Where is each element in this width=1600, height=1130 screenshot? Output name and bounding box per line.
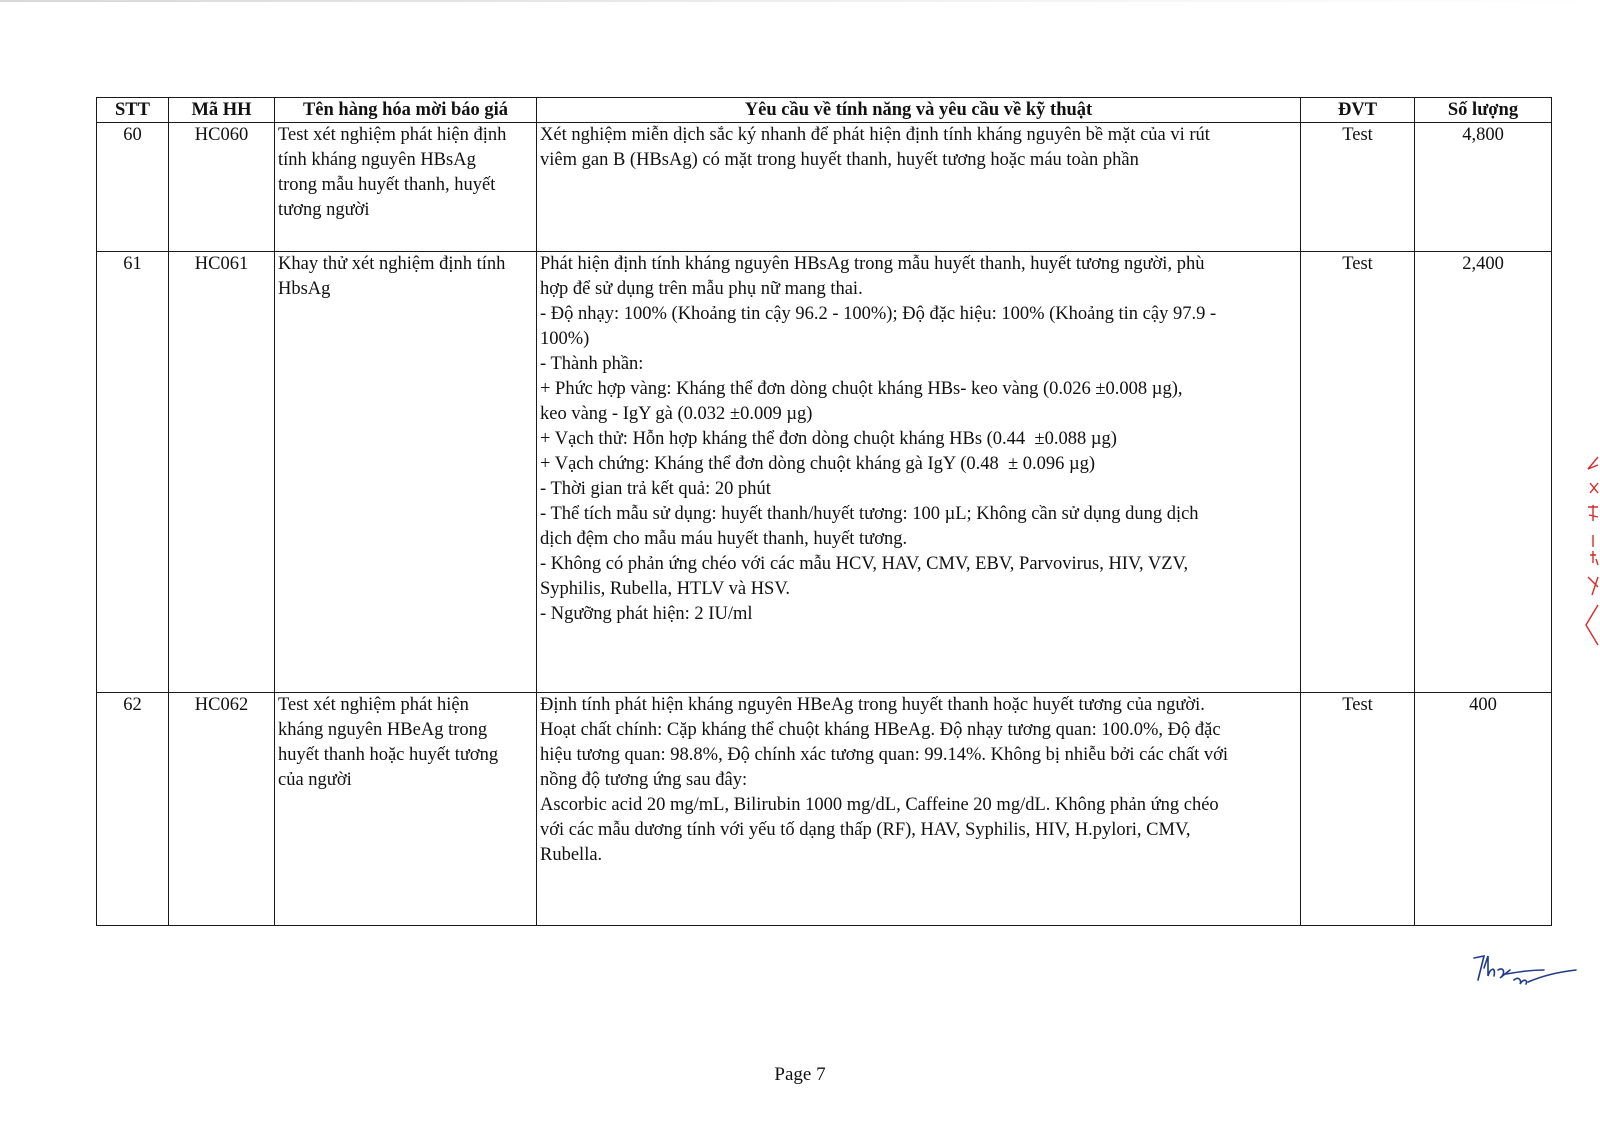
requirement-line: hợp để sử dụng trên mẫu phụ nữ mang thai. bbox=[540, 279, 863, 299]
requirement-line: + Vạch thử: Hỗn hợp kháng thể đơn dòng chuột kháng HBs (0.44 ±0.088 µg) bbox=[540, 429, 1117, 449]
name-line: huyết thanh hoặc huyết tương bbox=[278, 745, 499, 765]
requirement-line: Hoạt chất chính: Cặp kháng thể chuột kháng HBeAg. Độ nhạy tương quan: 100.0%, Độ đặc bbox=[540, 720, 1221, 740]
table-row bbox=[97, 123, 1552, 252]
requirement-line: keo vàng - IgY gà (0.032 ±0.009 µg) bbox=[540, 404, 813, 424]
name-line: tương người bbox=[278, 200, 370, 220]
cell-code: HC060 bbox=[169, 123, 275, 252]
cell-unit: Test bbox=[1301, 693, 1415, 926]
requirement-line: - Thời gian trả kết quả: 20 phút bbox=[540, 479, 771, 499]
requirement-line: - Độ nhạy: 100% (Khoảng tin cậy 96.2 - 100%); Độ đặc hiệu: 100% (Khoảng tin cậy 97.9 - bbox=[540, 304, 1217, 324]
cell-code: HC062 bbox=[169, 693, 275, 926]
name-line: Khay thử xét nghiệm định tính bbox=[278, 254, 506, 274]
cell-name bbox=[275, 123, 537, 252]
requirement-line: với các mẫu dương tính với yếu tố dạng thấp (RF), HAV, Syphilis, HIV, H.pylori, CMV, bbox=[540, 820, 1191, 840]
requirement-line: - Thể tích mẫu sử dụng: huyết thanh/huyết tương: 100 µL; Không cần sử dụng dung dịch bbox=[540, 504, 1199, 524]
requirement-line: nồng độ tương ứng sau đây: bbox=[540, 770, 748, 790]
cell-stt: 61 bbox=[97, 252, 169, 693]
cell-requirements bbox=[537, 693, 1301, 926]
cell-quantity: 4,800 bbox=[1415, 123, 1552, 252]
requirement-line: + Phức hợp vàng: Kháng thể đơn dòng chuột kháng HBs- keo vàng (0.026 ±0.008 µg), bbox=[540, 379, 1183, 399]
requirement-line: Syphilis, Rubella, HTLV và HSV. bbox=[540, 579, 790, 599]
requirement-line: - Ngưỡng phát hiện: 2 IU/ml bbox=[540, 604, 753, 624]
requirement-line: 100%) bbox=[540, 329, 590, 349]
header-requirements: Yêu cầu về tính năng và yêu cầu về kỹ thuật bbox=[537, 98, 1301, 123]
cell-name bbox=[275, 693, 537, 926]
requirement-line: viêm gan B (HBsAg) có mặt trong huyết thanh, huyết tương hoặc máu toàn phần bbox=[540, 150, 1139, 170]
cell-quantity: 2,400 bbox=[1415, 252, 1552, 693]
requirement-line: hiệu tương quan: 98.8%, Độ chính xác tương quan: 99.14%. Không bị nhiễu bởi các chất với bbox=[540, 745, 1229, 765]
requirement-line: Phát hiện định tính kháng nguyên HBsAg trong mẫu huyết thanh, huyết tương người, phù bbox=[540, 254, 1205, 274]
requirement-line: dịch đệm cho mẫu máu huyết thanh, huyết tương. bbox=[540, 529, 908, 549]
name-line: Test xét nghiệm phát hiện định bbox=[278, 125, 507, 145]
header-code: Mã HH bbox=[169, 98, 275, 123]
cell-code: HC061 bbox=[169, 252, 275, 693]
requirement-line: Rubella. bbox=[540, 845, 603, 865]
name-line: của người bbox=[278, 770, 352, 790]
cell-requirements bbox=[537, 252, 1301, 693]
name-line: tính kháng nguyên HBsAg bbox=[278, 150, 476, 170]
requirement-line: + Vạch chứng: Kháng thể đơn dòng chuột kháng gà IgY (0.48 ± 0.096 µg) bbox=[540, 454, 1096, 474]
requirement-line: - Thành phần: bbox=[540, 354, 644, 374]
page-top-edge bbox=[0, 0, 1600, 2]
header-quantity: Số lượng bbox=[1415, 98, 1552, 123]
cell-name bbox=[275, 252, 537, 693]
cell-unit: Test bbox=[1301, 123, 1415, 252]
signature bbox=[1470, 950, 1580, 1000]
name-line: kháng nguyên HBeAg trong bbox=[278, 720, 488, 740]
cell-stt: 60 bbox=[97, 123, 169, 252]
table-header-row bbox=[97, 98, 1552, 123]
table-row bbox=[97, 693, 1552, 926]
header-unit: ĐVT bbox=[1301, 98, 1415, 123]
page-number: Page 7 bbox=[774, 1064, 826, 1085]
name-line: HbsAg bbox=[278, 279, 331, 299]
requirement-line: Ascorbic acid 20 mg/mL, Bilirubin 1000 mg/dL, Caffeine 20 mg/dL. Không phản ứng chéo bbox=[540, 795, 1219, 815]
header-stt: STT bbox=[97, 98, 169, 123]
cell-stt: 62 bbox=[97, 693, 169, 926]
requirement-line: - Không có phản ứng chéo với các mẫu HCV, HAV, CMV, EBV, Parvovirus, HIV, VZV, bbox=[540, 554, 1189, 574]
requirement-line: Định tính phát hiện kháng nguyên HBeAg trong huyết thanh hoặc huyết tương của người. bbox=[540, 695, 1205, 715]
requirement-line: Xét nghiệm miễn dịch sắc ký nhanh để phát hiện định tính kháng nguyên bề mặt của vi rút bbox=[540, 125, 1210, 145]
stamp-fragment bbox=[1582, 455, 1600, 655]
header-name: Tên hàng hóa mời báo giá bbox=[275, 98, 537, 123]
cell-quantity: 400 bbox=[1415, 693, 1552, 926]
table-row bbox=[97, 252, 1552, 693]
stamp-marks bbox=[1586, 457, 1598, 645]
name-line: Test xét nghiệm phát hiện bbox=[278, 695, 469, 715]
cell-unit: Test bbox=[1301, 252, 1415, 693]
quotation-table bbox=[96, 97, 1552, 926]
cell-requirements bbox=[537, 123, 1301, 252]
signature-strokes bbox=[1474, 956, 1576, 984]
name-line: trong mẫu huyết thanh, huyết bbox=[278, 175, 496, 195]
